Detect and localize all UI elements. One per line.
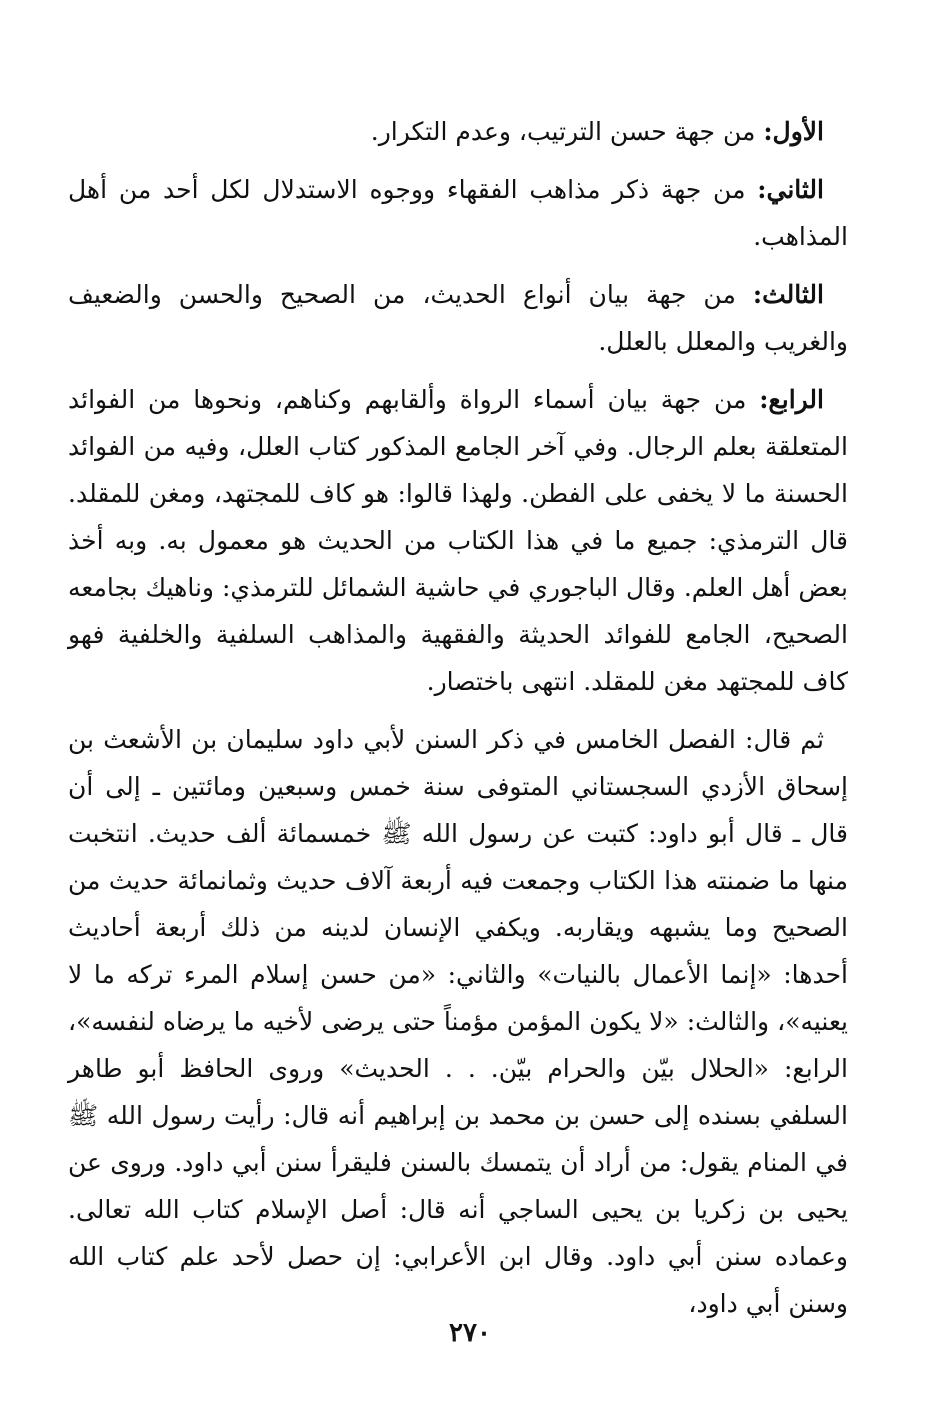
paragraph-lead: الرابع: — [759, 385, 824, 414]
page-number: ٢٧٠ — [449, 1318, 491, 1348]
paragraph-text: من جهة بيان أسماء الرواة وألقابهم وكناهم، ونحوها من الفوائد المتعلقة بعلم الرجال. وفي آخر الجامع المذكور كتاب العلل، وفيه من الفوائد الحسنة ما لا يخفى على الفطن. ولهذا قالوا: هو كاف للمجتهد، ومغن للمقلد. قال الترمذي: جميع ما في هذا الكتاب من الحديث هو معمول به. وبه أخذ بعض أهل العلم. وقال الباجوري في حاشية الشمائل للترمذي: وناهيك بجامعه الصحيح، الجامع للفوائد الحديثة والفقهية والمذاهب السلفية والخلفية فهو كاف للمجتهد مغن للمقلد. انتهى باختصار. — [68, 385, 848, 696]
paragraph-lead: الثاني: — [757, 175, 824, 204]
paragraph-text: من جهة حسن الترتيب، وعدم التكرار. — [370, 117, 764, 146]
paragraph-third — [68, 271, 848, 365]
paragraph-fourth — [68, 376, 848, 705]
paragraph-fifth — [68, 716, 848, 1327]
paragraph-lead: الأول: — [763, 117, 824, 146]
page-body — [68, 108, 848, 1338]
paragraph-first — [68, 108, 848, 155]
paragraph-text: ثم قال: الفصل الخامس في ذكر السنن لأبي داود سليمان بن الأشعث بن إسحاق الأزدي السجستاني المتوفى سنة خمس وسبعين ومائتين ـ إلى أن قال ـ قال أبو داود: كتبت عن رسول الله ﷺ خمسمائة ألف حديث. انتخبت منها ما ضمنته هذا الكتاب وجمعت فيه أربعة آلاف حديث وثمانمائة حديث من الصحيح وما يشبهه ويقاربه. ويكفي الإنسان لدينه من ذلك أربعة أحاديث أحدها: «إنما الأعمال بالنيات» والثاني: «من حسن إسلام المرء تركه ما لا يعنيه»، والثالث: «لا يكون المؤمن مؤمناً حتى يرضى لأخيه ما يرضاه لنفسه»، الرابع: «الحلال بيّن والحرام بيّن. . . الحديث» وروى الحافظ أبو طاهر السلفي بسنده إلى حسن بن محمد بن إبراهيم أنه قال: رأيت رسول الله ﷺ في المنام يقول: من أراد أن يتمسك بالسنن فليقرأ سنن أبي داود. وروى عن يحيى بن زكريا بن يحيى الساجي أنه قال: أصل الإسلام كتاب الله تعالى. وعماده سنن أبي داود. وقال ابن الأعرابي: إن حصل لأحد علم كتاب الله وسنن أبي داود، — [68, 725, 848, 1318]
paragraph-lead: الثالث: — [752, 280, 824, 309]
paragraph-text: من جهة بيان أنواع الحديث، من الصحيح والحسن والضعيف والغريب والمعلل بالعلل. — [68, 280, 848, 356]
paragraph-text: من جهة ذكر مذاهب الفقهاء ووجوه الاستدلال لكل أحد من أهل المذاهب. — [68, 175, 848, 251]
paragraph-second — [68, 166, 848, 260]
